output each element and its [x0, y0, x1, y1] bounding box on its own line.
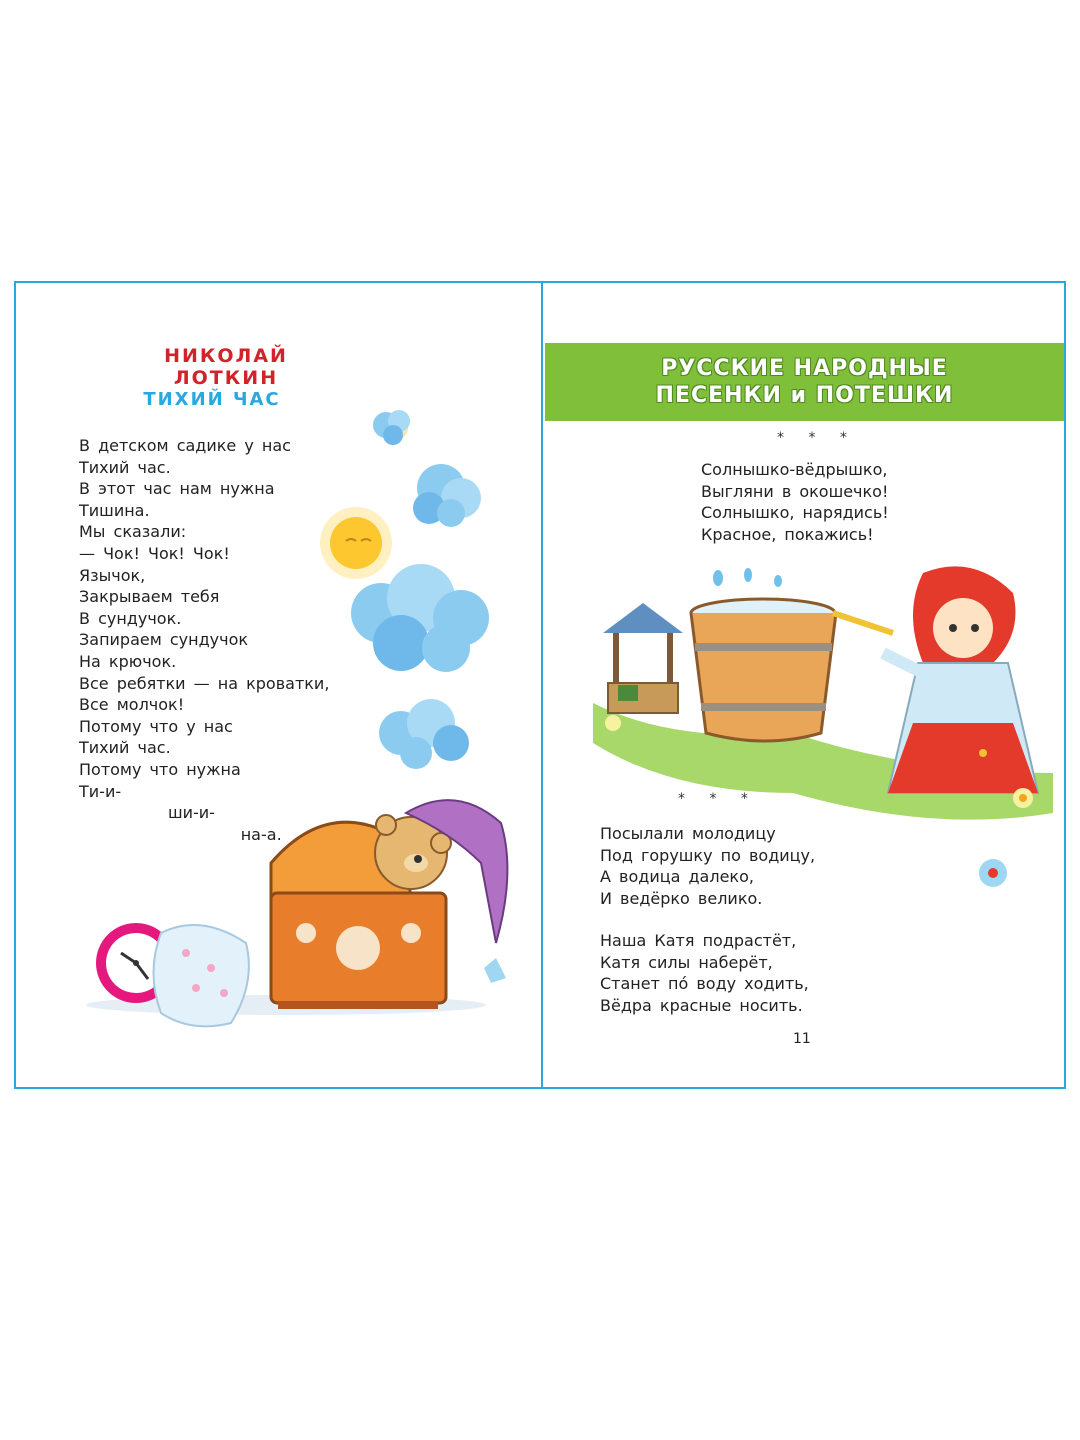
- poem-line: Вёдра красные носить.: [600, 995, 803, 1015]
- poem-line: Потому что у нас: [79, 716, 233, 736]
- chest-bear-illustration: [66, 783, 526, 1033]
- poem-line: ши-и-: [79, 803, 215, 823]
- verse-sun: [701, 459, 889, 545]
- poem-line: Все молчок!: [79, 695, 185, 715]
- poem-line: Солнышко-вёдрышко,: [701, 460, 888, 479]
- left-page: [16, 283, 541, 1087]
- pillow-icon: [154, 925, 249, 1026]
- poem-line: И ведёрко велико.: [600, 888, 763, 908]
- poem-line: Ти-и-: [79, 781, 122, 801]
- big-cloud-icon: [351, 564, 489, 672]
- poem-line: Тишина.: [79, 500, 150, 520]
- poem-line: Наша Катя подрастёт,: [600, 931, 797, 950]
- poem-line: Мы сказали:: [79, 522, 187, 542]
- poem-line: В детском садике у нас: [79, 436, 291, 455]
- poem-line: Все ребятки — на кроватки,: [79, 673, 330, 693]
- poem-line: Под горушку по водицу,: [600, 845, 816, 865]
- poem-line: Катя силы наберёт,: [600, 952, 773, 972]
- girl-icon: [883, 566, 1038, 793]
- poem-line: Станет по́ воду ходить,: [600, 974, 809, 994]
- verse-separator: * * *: [678, 791, 758, 807]
- section-banner: [545, 343, 1064, 421]
- poem-line: Потому что нужна: [79, 759, 241, 779]
- poem-line: Тихий час.: [79, 738, 171, 758]
- poem-line: А водица далеко,: [600, 867, 754, 887]
- poem-line: — Чок! Чок! Чок!: [79, 543, 230, 563]
- water-drops-icon: [713, 568, 782, 587]
- verse-katya: [600, 930, 809, 1016]
- poem-line: Солнышко, нарядись!: [701, 503, 889, 523]
- sun-icon: [320, 507, 392, 579]
- poem-line: Закрываем тебя: [79, 587, 220, 607]
- page-number: 11: [793, 1031, 811, 1047]
- poem-line: Выгляни в окошечко!: [701, 481, 889, 501]
- cloud-icon: [379, 699, 469, 769]
- poem-line: Посылали молодицу: [600, 824, 776, 843]
- poem-line: В этот час нам нужна: [79, 479, 275, 499]
- right-page: [543, 283, 1064, 1087]
- poem-line: Красное, покажись!: [701, 524, 874, 544]
- book-spread: [14, 281, 1066, 1089]
- poem-line: На крючок.: [79, 651, 177, 671]
- small-cloud-icon: [373, 410, 410, 445]
- well-icon: [603, 603, 683, 713]
- poem-line: Язычок,: [79, 565, 146, 585]
- cloud-icon: [413, 464, 481, 527]
- verse-maiden: [600, 823, 815, 909]
- verse-separator: * * *: [777, 430, 857, 446]
- poem-line: Тихий час.: [79, 457, 171, 477]
- author-name: НИКОЛАЙ ЛОТКИН: [164, 345, 288, 389]
- poem-line: Запираем сундучок: [79, 630, 249, 650]
- poem-line: на-а.: [79, 824, 282, 844]
- sun-clouds-illustration: [301, 403, 501, 783]
- bucket-icon: [691, 599, 893, 741]
- poem-title: ТИХИЙ ЧАС: [143, 389, 281, 410]
- banner-title: РУССКИЕ НАРОДНЫЕ ПЕСЕНКИ и ПОТЕШКИ: [655, 356, 954, 408]
- poem-line: В сундучок.: [79, 608, 182, 628]
